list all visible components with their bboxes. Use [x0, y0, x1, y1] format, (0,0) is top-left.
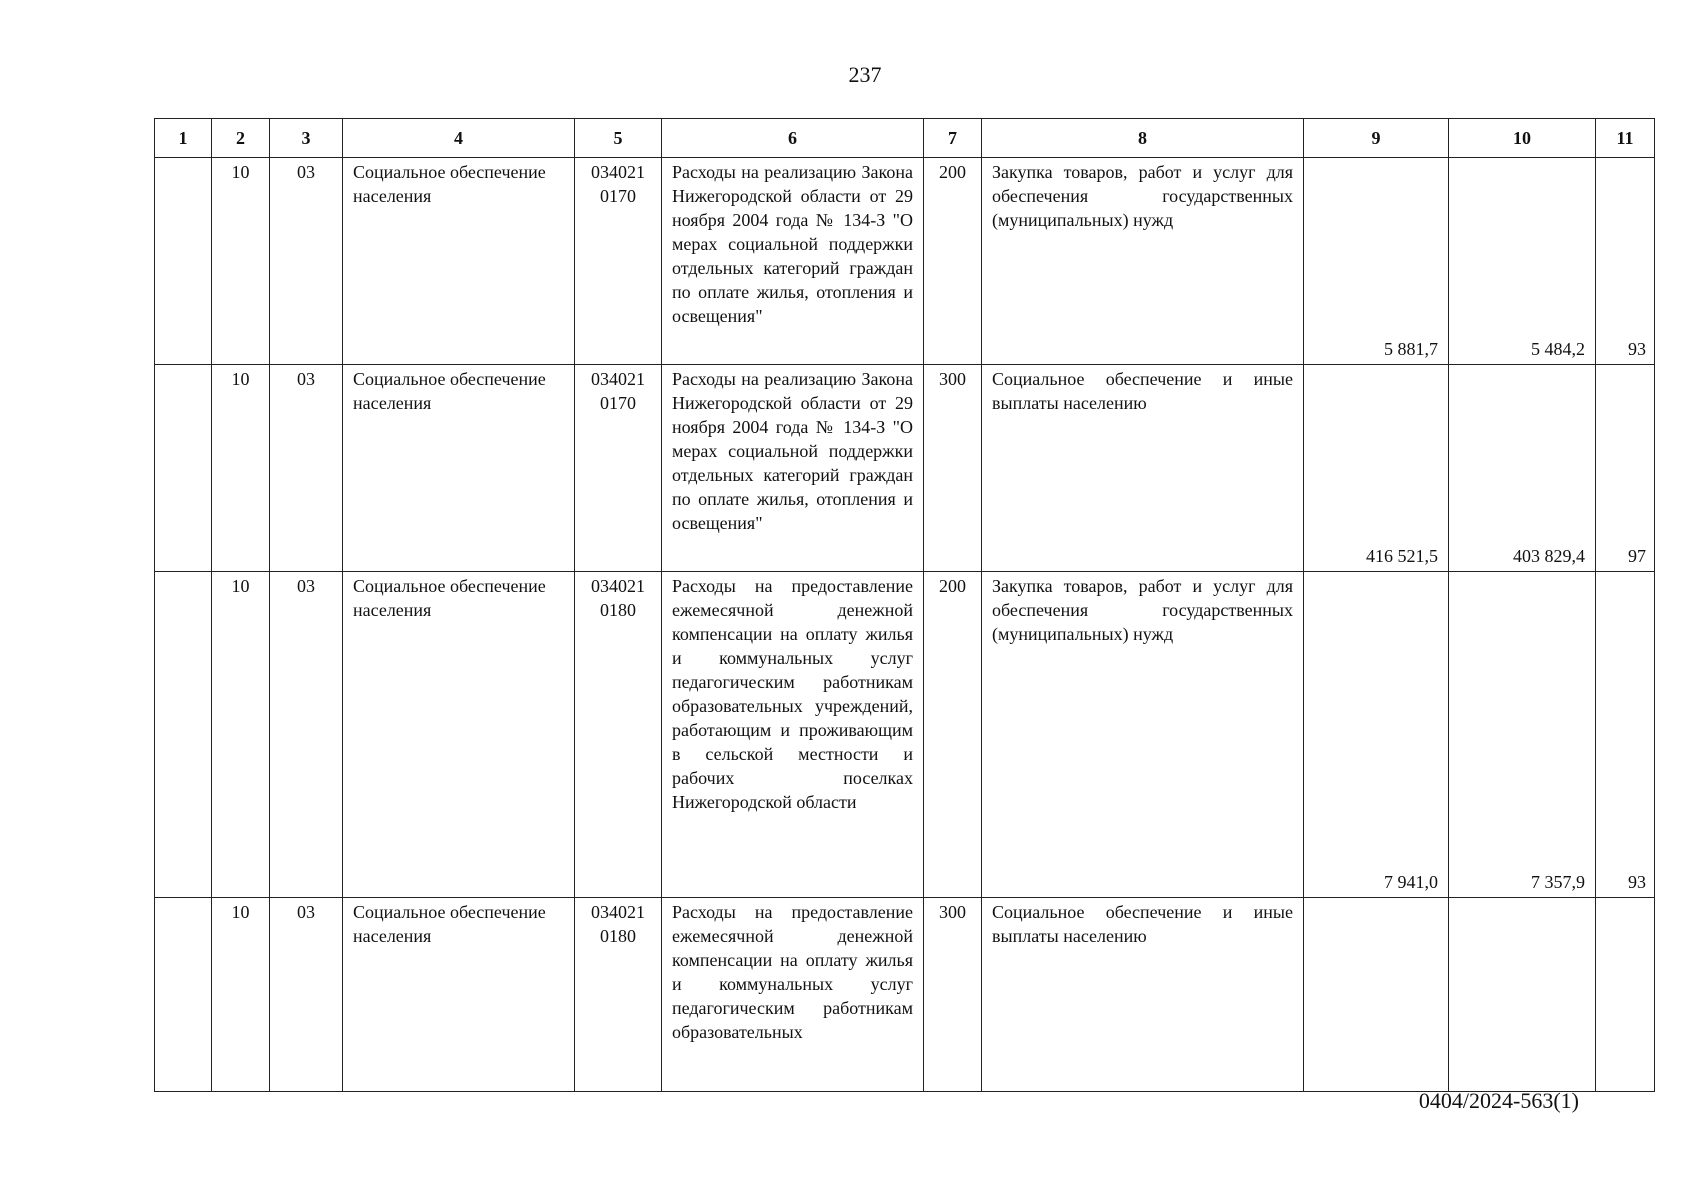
cell-target-code: 034021 0180 [575, 572, 662, 898]
cell-planned-amount [1304, 898, 1449, 1092]
cell-expense-code: 300 [924, 898, 982, 1092]
header-col-3: 3 [270, 119, 343, 158]
table-row [155, 898, 1655, 1092]
table-row [155, 158, 1655, 365]
cell-percent [1596, 898, 1655, 1092]
cell-section: 10 [212, 365, 270, 572]
cell-col-1 [155, 158, 212, 365]
cell-planned-amount: 5 881,7 [1304, 158, 1449, 365]
header-col-10: 10 [1449, 119, 1596, 158]
cell-section-name: Социальное обеспечение населения [343, 898, 575, 1092]
cell-planned-amount: 7 941,0 [1304, 572, 1449, 898]
cell-section: 10 [212, 572, 270, 898]
header-col-1: 1 [155, 119, 212, 158]
cell-subsection: 03 [270, 365, 343, 572]
header-col-11: 11 [1596, 119, 1655, 158]
budget-table [154, 118, 1655, 1092]
document-number: 0404/2024-563(1) [1418, 1088, 1579, 1113]
header-col-2: 2 [212, 119, 270, 158]
cell-planned-amount: 416 521,5 [1304, 365, 1449, 572]
cell-expense-code: 200 [924, 158, 982, 365]
cell-section-name: Социальное обеспечение населения [343, 158, 575, 365]
table-row [155, 365, 1655, 572]
cell-percent: 93 [1596, 158, 1655, 365]
cell-percent: 93 [1596, 572, 1655, 898]
cell-expense-name: Закупка товаров, работ и услуг для обеспечения государственных (муниципальных) нужд [982, 572, 1304, 898]
cell-target-name: Расходы на реализацию Закона Нижегородской области от 29 ноября 2004 года № 134-З "О мерах социальной поддержки отдельных категорий граждан по оплате жилья, отопления и освещения" [662, 365, 924, 572]
cell-actual-amount: 403 829,4 [1449, 365, 1596, 572]
cell-subsection: 03 [270, 158, 343, 365]
cell-expense-name: Закупка товаров, работ и услуг для обеспечения государственных (муниципальных) нужд [982, 158, 1304, 365]
cell-subsection: 03 [270, 898, 343, 1092]
cell-col-1 [155, 572, 212, 898]
header-col-8: 8 [982, 119, 1304, 158]
cell-section: 10 [212, 898, 270, 1092]
cell-target-code: 034021 0180 [575, 898, 662, 1092]
cell-subsection: 03 [270, 572, 343, 898]
cell-section-name: Социальное обеспечение населения [343, 572, 575, 898]
table-row [155, 572, 1655, 898]
cell-target-name: Расходы на предоставление ежемесячной денежной компенсации на оплату жилья и коммунальных услуг педагогическим работникам образовательных учреждений, работающим и проживающим в сельской местности и рабочих поселках Нижегородской области [662, 572, 924, 898]
cell-expense-code: 300 [924, 365, 982, 572]
cell-col-1 [155, 898, 212, 1092]
header-col-7: 7 [924, 119, 982, 158]
header-col-5: 5 [575, 119, 662, 158]
cell-target-name: Расходы на реализацию Закона Нижегородской области от 29 ноября 2004 года № 134-З "О мерах социальной поддержки отдельных категорий граждан по оплате жилья, отопления и освещения" [662, 158, 924, 365]
cell-target-name: Расходы на предоставление ежемесячной денежной компенсации на оплату жилья и коммунальных услуг педагогическим работникам образовательных [662, 898, 924, 1092]
cell-actual-amount: 7 357,9 [1449, 572, 1596, 898]
header-col-4: 4 [343, 119, 575, 158]
table-header-row [155, 119, 1655, 158]
cell-target-code: 034021 0170 [575, 365, 662, 572]
cell-section: 10 [212, 158, 270, 365]
cell-expense-code: 200 [924, 572, 982, 898]
cell-actual-amount [1449, 898, 1596, 1092]
header-col-6: 6 [662, 119, 924, 158]
cell-expense-name: Социальное обеспечение и иные выплаты населению [982, 898, 1304, 1092]
cell-col-1 [155, 365, 212, 572]
cell-target-code: 034021 0170 [575, 158, 662, 365]
cell-actual-amount: 5 484,2 [1449, 158, 1596, 365]
cell-section-name: Социальное обеспечение населения [343, 365, 575, 572]
cell-expense-name: Социальное обеспечение и иные выплаты населению [982, 365, 1304, 572]
page-number: 237 [848, 62, 882, 87]
cell-percent: 97 [1596, 365, 1655, 572]
header-col-9: 9 [1304, 119, 1449, 158]
